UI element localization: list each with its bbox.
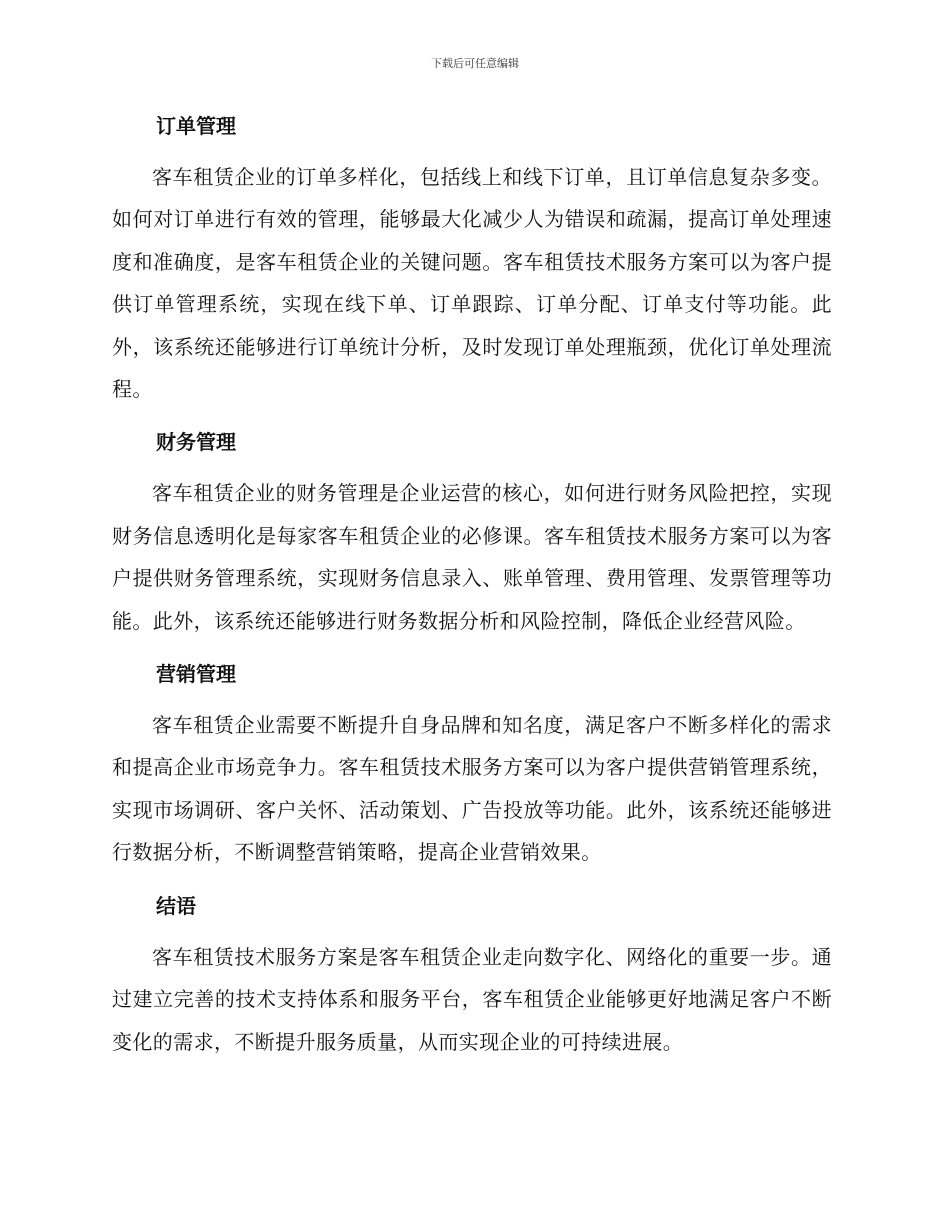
section-paragraph: 客车租赁企业的订单多样化，包括线上和线下订单，且订单信息复杂多变。如何对订单进行有效的管理，能够最大化减少人为错误和疏漏，提高订单处理速度和准确度，是客车租赁企业的关键问题。客车租赁技术服务方案可以为客户提供订单管理系统，实现在线下单、订单跟踪、订单分配、订单支付等功能。此外，该系统还能够进行订单统计分析，及时发现订单处理瓶颈，优化订单处理流程。 bbox=[112, 165, 832, 402]
section-paragraph: 客车租赁企业需要不断提升自身品牌和知名度，满足客户不断多样化的需求和提高企业市场竞争力。客车租赁技术服务方案可以为客户提供营销管理系统，实现市场调研、客户关怀、活动策划、广告投放等功能。此外，该系统还能够进行数据分析，不断调整营销策略，提高企业营销效果。 bbox=[112, 713, 832, 865]
document-body bbox=[112, 104, 832, 1073]
section-paragraph: 客车租赁企业的财务管理是企业运营的核心，如何进行财务风险把控，实现财务信息透明化是每家客车租赁企业的必修课。客车租赁技术服务方案可以为客户提供财务管理系统，实现财务信息录入、账单管理、费用管理、发票管理等功能。此外，该系统还能够进行财务数据分析和风险控制，降低企业经营风险。 bbox=[112, 481, 832, 633]
section-order-management bbox=[112, 104, 832, 410]
section-marketing-management bbox=[112, 652, 832, 874]
section-heading: 订单管理 bbox=[156, 114, 236, 138]
section-conclusion bbox=[112, 884, 832, 1063]
page-header: 下载后可任意编辑 bbox=[431, 57, 519, 70]
section-paragraph: 客车租赁技术服务方案是客车租赁企业走向数字化、网络化的重要一步。通过建立完善的技术支持体系和服务平台，客车租赁企业能够更好地满足客户不断变化的需求，不断提升服务质量，从而实现企业的可持续进展。 bbox=[112, 944, 832, 1054]
section-finance-management bbox=[112, 420, 832, 642]
section-heading: 结语 bbox=[156, 893, 196, 918]
section-heading: 财务管理 bbox=[156, 430, 236, 455]
section-heading: 营销管理 bbox=[156, 662, 236, 687]
